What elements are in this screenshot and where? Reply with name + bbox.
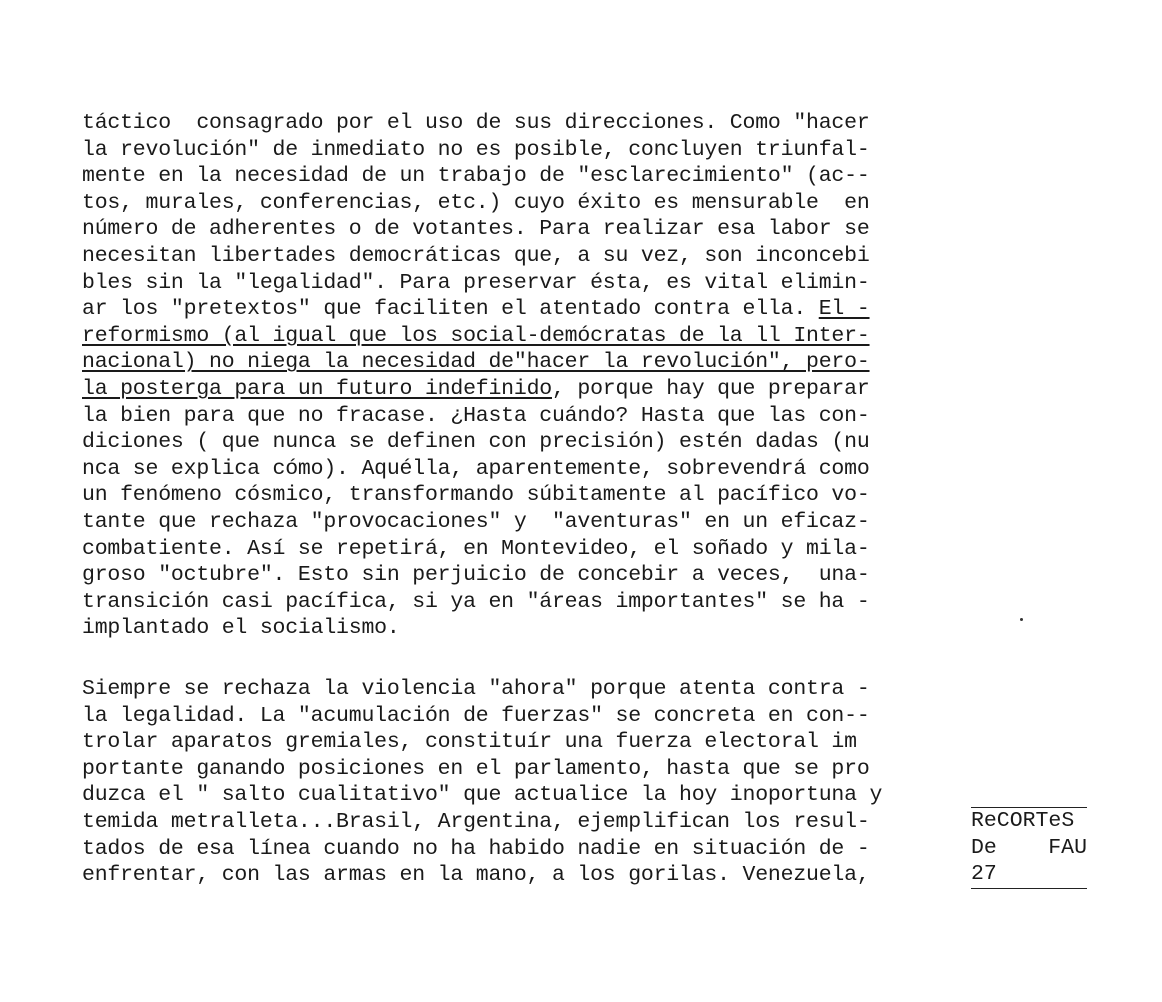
text-segment: combatiente. Así se repetirá, en Montevideo, el soñado y mila-	[82, 536, 870, 561]
text-line	[82, 349, 870, 376]
stamp-rule-bottom	[971, 888, 1087, 889]
text-line	[82, 482, 870, 509]
text-segment: tos, murales, conferencias, etc.) cuyo éxito es mensurable en	[82, 190, 870, 215]
text-segment: un fenómeno cósmico, transformando súbitamente al pacífico vo-	[82, 483, 870, 508]
text-line	[82, 243, 870, 270]
text-segment: la revolución" de inmediato no es posible, concluyen triunfal-	[82, 137, 870, 162]
text-segment: enfrentar, con las armas en la mano, a los gorilas. Venezuela,	[82, 863, 870, 888]
text-segment: transición casi pacífica, si ya en "áreas importantes" se ha -	[82, 589, 870, 614]
underlined-text: reformismo (al igual que los social-demócratas de la ll Inter-	[82, 323, 870, 348]
text-line	[82, 216, 870, 243]
text-segment: duzca el " salto cualitativo" que actualice la hoy inoportuna y	[82, 783, 883, 808]
text-line	[82, 756, 882, 783]
text-line	[82, 729, 882, 756]
underlined-text: nacional) no niega la necesidad de"hacer la revolución", pero-	[82, 350, 870, 375]
text-segment: número de adherentes o de votantes. Para realizar esa labor se	[82, 217, 870, 242]
text-segment: la bien para que no fracase. ¿Hasta cuándo? Hasta que las con-	[82, 403, 870, 428]
text-segment: ar los "pretextos" que faciliten el atentado contra ella.	[82, 297, 819, 322]
paragraph-1	[82, 110, 870, 642]
text-segment: trolar aparatos gremiales, constituír una fuerza electoral im	[82, 730, 857, 755]
text-line	[82, 615, 870, 642]
text-segment: tante que rechaza "provocaciones" y "aventuras" en un eficaz-	[82, 509, 870, 534]
text-line	[82, 323, 870, 350]
paragraph-2	[82, 676, 882, 889]
text-line	[82, 562, 870, 589]
text-line	[82, 836, 882, 863]
text-line	[82, 403, 870, 430]
text-line	[82, 429, 870, 456]
text-segment: temida metralleta...Brasil, Argentina, ejemplifican los resul-	[82, 809, 870, 834]
text-line	[82, 703, 882, 730]
stamp-de: De	[971, 835, 997, 860]
recortes-stamp	[971, 808, 1087, 888]
text-line	[82, 676, 882, 703]
text-segment: Siempre se rechaza la violencia "ahora" porque atenta contra -	[82, 677, 870, 701]
text-segment: tados de esa línea cuando no ha habido nadie en situación de -	[82, 836, 870, 861]
text-segment: necesitan libertades democráticas que, a su vez, son inconcebi	[82, 243, 870, 268]
text-line	[82, 376, 870, 403]
underlined-text: El -	[818, 297, 870, 322]
ink-speck	[1020, 618, 1023, 621]
text-segment: portante ganando posiciones en el parlamento, hasta que se pro	[82, 756, 870, 781]
text-segment: nca se explica cómo). Aquélla, aparentemente, sobrevendrá como	[82, 456, 870, 481]
text-line	[82, 190, 870, 217]
text-line	[82, 589, 870, 616]
text-segment: diciones ( que nunca se definen con precisión) estén dadas (nu	[82, 430, 870, 455]
text-segment: táctico consagrado por el uso de sus direcciones. Como "hacer	[82, 111, 870, 135]
text-line	[82, 809, 882, 836]
text-line	[82, 270, 870, 297]
text-line	[82, 862, 882, 889]
text-line	[82, 296, 870, 323]
text-segment: la legalidad. La "acumulación de fuerzas" se concreta en con--	[82, 703, 870, 728]
stamp-title: ReCORTeS	[971, 809, 1075, 833]
stamp-fau: FAU	[1048, 835, 1087, 860]
text-segment: implantado el socialismo.	[82, 616, 400, 641]
text-line	[82, 110, 870, 137]
stamp-number: 27	[971, 862, 997, 887]
text-segment: bles sin la "legalidad". Para preservar ésta, es vital elimin-	[82, 270, 870, 295]
text-segment: , porque hay que preparar	[551, 376, 870, 401]
text-line	[82, 456, 870, 483]
text-line	[82, 137, 870, 164]
text-line	[82, 536, 870, 563]
text-segment: groso "octubre". Esto sin perjuicio de concebir a veces, una-	[82, 563, 870, 588]
text-line	[82, 782, 882, 809]
text-line	[82, 163, 870, 190]
text-line	[82, 509, 870, 536]
underlined-text: la posterga para un futuro indefinido	[82, 376, 552, 401]
text-segment: mente en la necesidad de un trabajo de "esclarecimiento" (ac--	[82, 164, 870, 189]
